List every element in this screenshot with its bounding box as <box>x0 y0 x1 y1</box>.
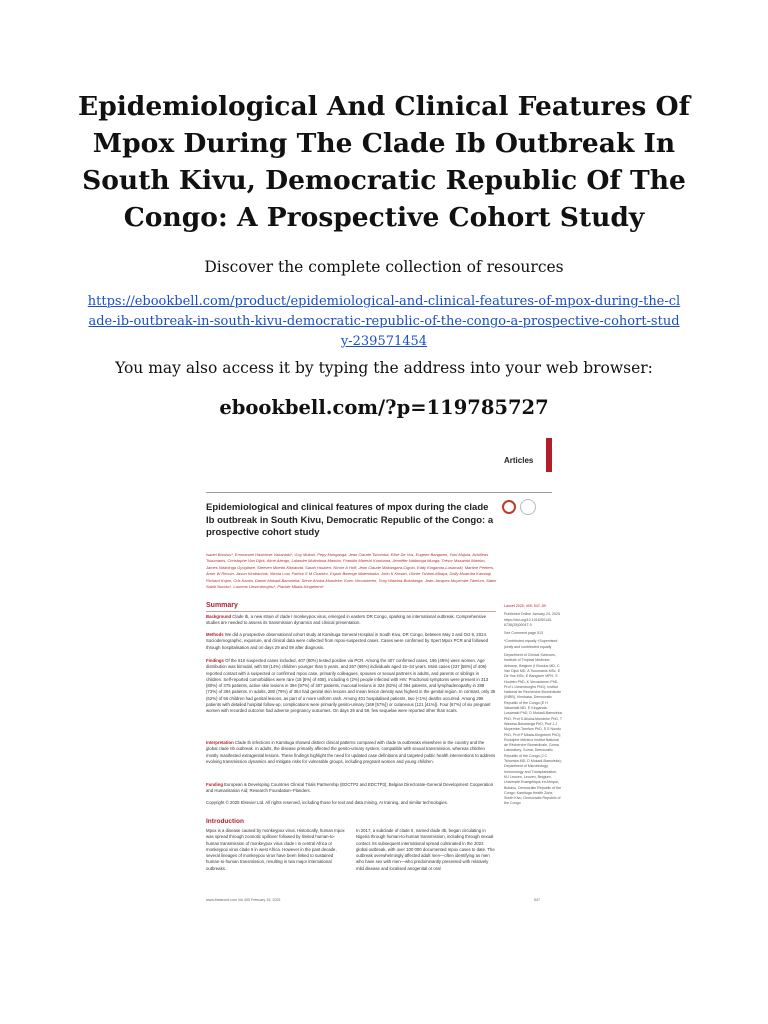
methods-label: Methods <box>206 632 224 637</box>
access-instructions: You may also access it by typing the address into your web browser: <box>115 359 653 377</box>
product-link[interactable]: https://ebookbell.com/product/epidemiological-and-clinical-features-of-mpox-during-the-clade-ib-outbreak-in-south-kivu-democratic-republic-of-the-congo-a-prospective-cohort-study-239571454 <box>87 294 681 349</box>
findings-paragraph <box>206 658 496 715</box>
affiliations: Department of Clinical Sciences, Institute of Tropical Medicine, Antwerp, Belgium (I Brosius MD, C Van Dijck MD, A Tsoumanis MSc, E De Vos MSc, E Bangwen MPH, S Houben PhD, K Vercauteren PhD, Prof L Liesenborghs PhD); Institut National de Recherche Biomédicale (INRB), Kinshasa, Democratic Republic of the Congo (E H Vakaniaki MD, E Kinganda-Lusamaki PhD, D Mukadi-Bamuleka PhD, Prof S Ahuka-Mundeke PhD, T Wawina-Bokalanga PhD, Prof J-J Muyembe-Tamfum PhD, S S Nundu PhD, Prof P Mbala-Kingebeni PhD); Rodolphe Mérieux Institut National de Recherche Biomédicale, Goma Laboratory, Goma, Democratic Republic of the Congo (J C Tshomba MD, D Mukadi-Bamuleka); Department of Microbiology, Immunology and Transplantation, KU Leuven, Leuven, Belgium; Université Evangélique en Afrique, Bukavu, Democratic Republic of the Congo; Kamituga Health Zone, South Kivu, Democratic Republic of the Congo <box>504 653 562 806</box>
subtitle: Discover the complete collection of resources <box>204 258 564 276</box>
interpretation-text: Clade Ib infections in Kamituga showed distinct clinical patterns compared with clade Ia outbreaks elsewhere in the country and the global clade IIb outbreak. In adults, the disease primarily affected the genito-urinary system, compatible with sexual transmission, whereas children mostly manifested extragenital lesions. These findings highlight the need for updated case definitions and targeted public health interventions to address evolving transmission dynamics and mitigate risks for vulnerable groups, including pregnant women and young children. <box>206 740 496 764</box>
summary-divider <box>206 611 496 612</box>
copyright-line: Copyright © 2025 Elsevier Ltd. All rights reserved, including those for text and data mining, AI training, and similar technologies. <box>206 800 449 805</box>
funding-label: Funding <box>206 782 223 787</box>
open-access-icon <box>502 500 516 514</box>
findings-text: Of the 510 suspected cases included, 407 (80%) tested positive via PCR. Among the 407 confirmed cases, 196 (48%) were women. Age distribution was bimodal, with 58 (14%) children younger than 5 years, and 267 (66%) individuals aged 15–34 years. Most cases (237 [58%] of 406) reported contact with a suspected or confirmed mpox case, primarily colleagues, spouses or sexual partners in adults, and parents or siblings in children. Self-reported comorbidities were rare (18 [5%] of 408), including 6 (2%) people infected with HIV. Prodromal symptoms were present in 313 (80%) of 375 patients, active skin lesions in 394 (97%) of 407 patients, mucosal lesions in 324 (82%) of 394 patients, and lymphadenopathy in 288 (73%) of 394 patients. In adults, 280 (79%) of 354 had genital skin lesions and mean lesion density was highest in the genital region. In contrast, only 35 (62%) of 56 children had genital lesions, as part of a more uniform rash. Among 401 hospitalised patients, two (<1%) deaths occurred. Among 296 patients with detailed hospital follow-up, complications were primarily genito-urinary (169 [57%]) or cutaneous (121 [41%]). Four (67%) of six pregnant women with recorded outcome had adverse pregnancy outcomes. On days 29 and 59, few sequelae were reported other than scars. <box>206 658 496 714</box>
page-footer <box>206 898 550 902</box>
contribution-notes: *Contributed equally †Supervised jointly and contributed equally <box>504 639 558 649</box>
header-divider <box>206 492 552 493</box>
journal-citation: Lancet 2025; 405: 547–59 <box>504 604 546 608</box>
page-number: 547 <box>534 898 540 902</box>
article-page-preview <box>202 436 566 906</box>
methods-text: We did a prospective observational cohort study at Kamituga General Hospital in South Kivu, DR Congo, between May 2 and Oct 9, 2024. Sociodemographic, exposure, and clinical data were collected from mpox-suspected cases. Cases were confirmed by Xpert Mpox PCR and followed through hospitalisation and on days 29 and 59 after diagnosis. <box>206 632 489 650</box>
introduction-column-left: Mpox is a disease caused by monkeypox virus. Historically, human mpox was spread through zoonotic spillover followed by limited human-to-human transmission of monkeypox virus clade I in central Africa or monkeypox virus clade II in west Africa. However in the past decade, several lineages of monkeypox virus have been linked to sustained human-to-human transmission, resulting in two major international outbreaks. <box>206 828 345 871</box>
interpretation-label: Interpretation <box>206 740 234 745</box>
methods-paragraph <box>206 632 496 651</box>
findings-label: Findings <box>206 658 224 663</box>
introduction-column-right: In 2017, a subclade of clade II, named clade IIb, began circulating in Nigeria through human-to-human transmission, including through sexual contact. Its subsequent international spread culminated in the 2022 global outbreak, with over 100 000 documented mpox cases to date. The outbreak overwhelmingly affected adult men—often identifying as men who have sex with men—who predominantly presented with relatively mild disease and localised anogenital or oral <box>356 828 495 871</box>
article-sidebar <box>504 604 562 807</box>
publication-info: Published Online January 24, 2025 https://doi.org/10.1016/S0140-6736(25)00047-9 <box>504 612 560 627</box>
summary-heading: Summary <box>206 602 238 609</box>
article-title: Epidemiological and clinical features of mpox during the clade Ib outbreak in South Kivu, Democratic Republic of the Congo: a prospective cohort study <box>206 502 494 538</box>
background-label: Background <box>206 614 232 619</box>
document-title: Epidemiological And Clinical Features Of Mpox During The Clade Ib Outbreak In South Kivu, Democratic Republic Of The Congo: A Prospective Cohort Study <box>78 91 690 233</box>
background-paragraph <box>206 614 496 627</box>
author-list: Isabel Brosius*, Emmanuel Hasivirwe Vakaniaki*, Guy Mukari, Pepy Munganga, Jean Claude Tshomba, Elise De Vos, Eugene Bangwen, Yuhi Mujula, Achilleas Tsoumanis, Christophe Van Dijck, Aimé Alengo, Lalandre Mutimbwa Mambo, Franklin Mweshi Kumbana, Jenniffer Ndibonga Munga, Trésor Mazambi Mambo, James Ndahinga Gyogibwe, Steeven Mbedo-Kitwanda, Sarah Houben, Nicole A Hoff, Jean Claude Makangara-Cigolo, Eddy Kinganda-Lusamaki, Martine Peeters, Anne W Rimoin, Jason Kindrachuk, Nicola Low, Patrick S M Chaisiro, Espoir Bwenge Malembaka, John K Kirwan, Olivier Tshiani-Mbaya, Dally Muamba Kambaji, Richard Kojan, Cris Kacita, Daniel Mukadi-Bamuleka, Steve Ahuka-Mundeke, Koen Vercauteren, Tony Wawina-Bokalanga, Jean-Jacques Muyembe-Tamfum, Sabin Sabiti Nundu†, Laurens Liesenborghs†, Placide Mbala-Kingebeni† <box>206 552 497 590</box>
section-label: Articles <box>504 456 534 465</box>
funding-paragraph <box>206 782 496 795</box>
short-url: ebookbell.com/?p=119785727 <box>219 396 549 419</box>
background-text: Clade Ib, a new strain of clade I monkeypox virus, emerged in eastern DR Congo, sparking an international outbreak. Comprehensive studies are needed to assess its transmission dynamics and clinical presentation. <box>206 614 487 626</box>
crossmark-icon <box>520 499 536 515</box>
interpretation-paragraph <box>206 740 496 765</box>
funding-text: European & Developing Countries Clinical Trials Partnership (EDCTP2 and EDCTP3); Belgian Directorate-General Development Cooperation and Humanitarian Aid; Research Foundation–Flanders. <box>206 782 494 794</box>
comment-reference: See Comment page 513 <box>504 631 543 636</box>
introduction-heading: Introduction <box>206 818 244 825</box>
footer-journal: www.thelancet.com Vol 405 February 15, 2025 <box>206 898 281 902</box>
section-color-bar <box>546 438 552 472</box>
